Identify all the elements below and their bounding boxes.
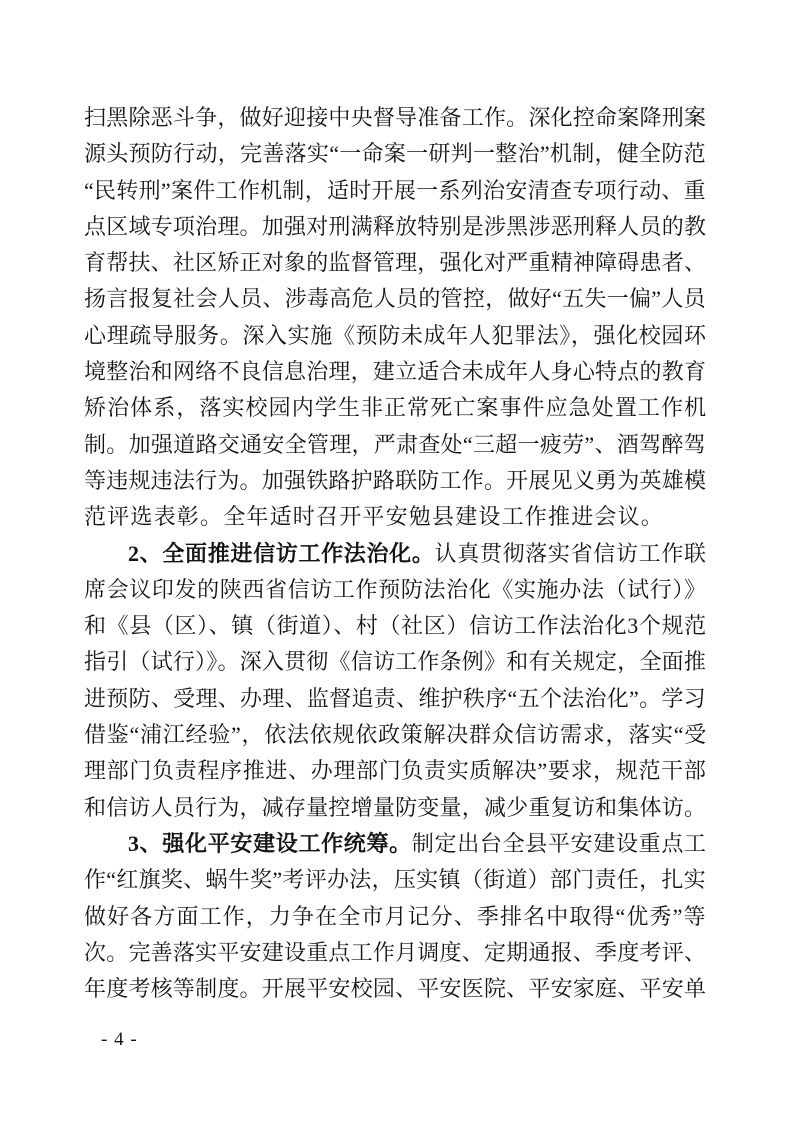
text-line: 理部门负责程序推进、办理部门负责实质解决”要求，规范干部 [84, 758, 707, 784]
text-line: 席会议印发的陕西省信访工作预防法治化《实施办法（试行）》 [84, 576, 707, 602]
text-line: 3、强化平安建设工作统筹。制定出台全县平安建设重点工 [128, 830, 707, 856]
text-line: 做好各方面工作，力争在全市月记分、季排名中取得“优秀”等 [84, 903, 707, 929]
text-line: 次。完善落实平安建设重点工作月调度、定期通报、季度考评、 [84, 939, 707, 965]
text-line: 矫治体系，落实校园内学生非正常死亡案事件应急处置工作机 [84, 395, 708, 421]
text-line: 心理疏导服务。深入实施《预防未成年人犯罪法》，强化校园环 [84, 322, 707, 348]
text-line: 扬言报复社会人员、涉毒高危人员的管控，做好“五失一偏”人员 [84, 286, 706, 312]
text-line: 扫黑除恶斗争，做好迎接中央督导准备工作。深化控命案降刑案 [84, 105, 707, 130]
text-line: 境整治和网络不良信息治理，建立适合未成年人身心特点的教育 [84, 359, 707, 385]
paragraph-heading: 2、全面推进信访工作法治化。 [128, 540, 435, 566]
document-body [84, 100, 706, 1007]
text-line: 源头预防行动，完善落实“一命案一研判一整治”机制，健全防范 [84, 141, 706, 167]
text-line: 和《县（区）、镇（街道）、村（社区）信访工作法治化3个规范 [84, 613, 707, 639]
text-line: 进预防、受理、办理、监督追责、维护秩序“五个法治化”。学习 [84, 685, 706, 711]
text-line: 作“红旗奖、蜗牛奖”考评办法，压实镇（街道）部门责任，扎实 [84, 867, 706, 893]
page-number: - 4 - [101, 1029, 138, 1050]
text-line: 制。加强道路交通安全管理，严肃查处“三超一疲劳”、酒驾醉驾 [84, 431, 706, 457]
text-line: 指引（试行）》。深入贯彻《信访工作条例》和有关规定，全面推 [84, 649, 707, 675]
text-line: “民转刑”案件工作机制，适时开展一系列治安清查专项行动、重 [84, 177, 706, 203]
text-line: 育帮扶、社区矫正对象的监督管理，强化对严重精神障碍患者、 [84, 250, 707, 276]
text-line: 2、全面推进信访工作法治化。认真贯彻落实省信访工作联 [128, 540, 707, 566]
text-line: 点区域专项治理。加强对刑满释放特别是涉黑涉恶刑释人员的教 [84, 213, 707, 239]
text-line: 借鉴“浦江经验”，依法依规依政策解决群众信访需求，落实“受 [84, 722, 708, 748]
paragraph-heading: 3、强化平安建设工作统筹。 [128, 830, 412, 856]
text-line: 等违规违法行为。加强铁路护路联防工作。开展见义勇为英雄模 [84, 467, 707, 493]
text-line: 年度考核等制度。开展平安校园、平安医院、平安家庭、平安单 [84, 976, 707, 1002]
text-line: 范评选表彰。全年适时召开平安勉县建设工作推进会议。 [84, 504, 665, 530]
text-line: 和信访人员行为，减存量控增量防变量，减少重复访和集体访。 [84, 794, 707, 820]
